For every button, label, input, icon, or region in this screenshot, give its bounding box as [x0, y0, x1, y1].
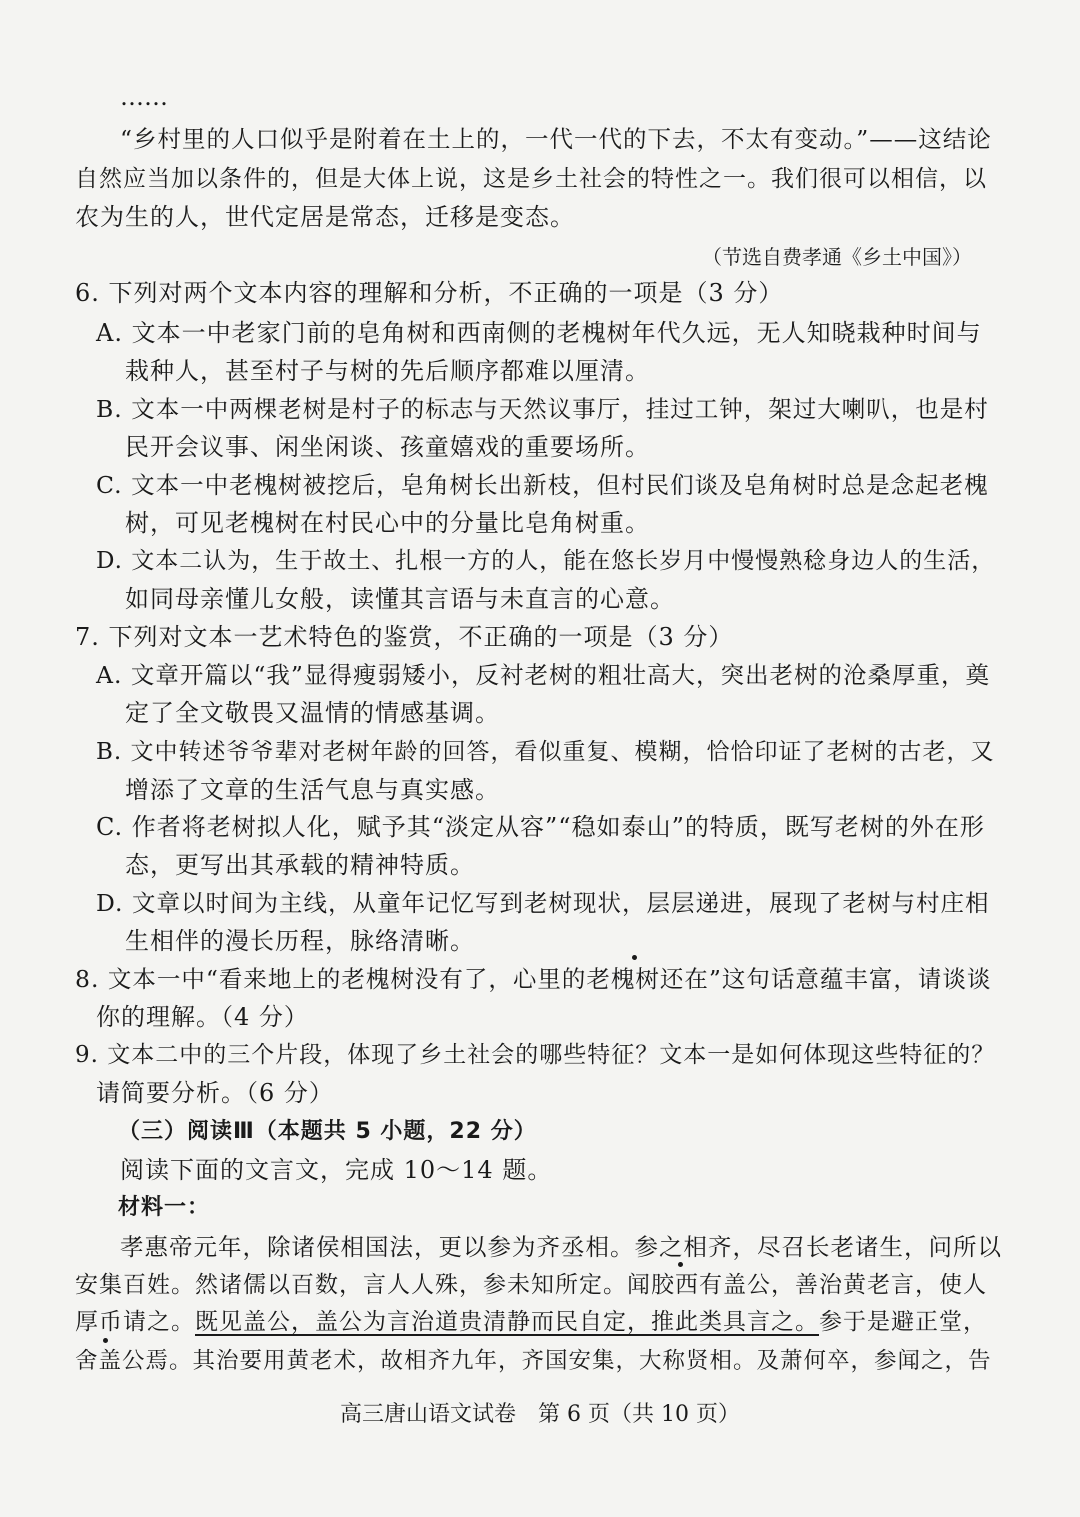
question-6-option-a: A. 文本一中老家门前的皂角树和西南侧的老槐树年代久远，无人知晓栽种时间与	[96, 319, 982, 347]
classical-line-2: 安集百姓。然诸儒以百数，言人人殊，参未知所定。闻胶西有盖公，善治黄老言，使人	[75, 1272, 987, 1298]
page-footer: 高三唐山语文试卷 第 6 页（共 10 页）	[340, 1402, 740, 1427]
question-7-option-d: D. 文章以时间为主线，从童年记忆写到老树现状，层层递进，展现了老树与村庄相	[96, 889, 990, 917]
classical-line-4: 舍盖公焉。其治要用黄老术，故相齐九年，齐国安集，大称贤相。及萧何卒，参闻之，告	[75, 1348, 992, 1374]
intro-line-2: 自然应当加以条件的，但是大体上说，这是乡土社会的特性之一。我们很可以相信，以	[75, 166, 987, 192]
question-9-cont: 请简要分析。（6 分）	[96, 1079, 334, 1107]
question-7-stem: 7. 下列对文本一艺术特色的鉴赏，不正确的一项是（3 分）	[75, 623, 734, 651]
question-7-option-b-cont: 增添了文章的生活气息与真实感。	[125, 776, 500, 804]
question-7-option-a-cont: 定了全文敬畏又温情的情感基调。	[125, 699, 500, 727]
ellipsis: ……	[120, 83, 168, 111]
intro-line-3: 农为生的人，世代定居是常态，迁移是变态。	[75, 203, 575, 231]
question-7-option-d-cont: 生相伴的漫长历程，脉络清晰。	[125, 927, 475, 955]
question-6-option-c-cont: 树，可见老槐树在村民心中的分量比皂角树重。	[125, 509, 650, 537]
intro-line-1: “乡村里的人口似乎是附着在土上的，一代一代的下去，不太有变动。”——这结论	[120, 125, 992, 153]
question-6-option-c: C. 文本一中老槐树被挖后，皂角树长出新枝，但村民们谈及皂角树时总是念起老槐	[96, 471, 989, 499]
emphasis-dot	[678, 1262, 683, 1267]
question-8-stem: 8. 文本一中“看来地上的老槐树没有了，心里的老槐树还在”这句话意蕴丰富，请谈谈	[75, 965, 992, 993]
question-6-option-d: D. 文本二认为，生于故土、扎根一方的人，能在悠长岁月中慢慢熟稔身边人的生活，	[96, 548, 996, 574]
question-6-option-b-cont: 民开会议事、闲坐闲谈、孩童嬉戏的重要场所。	[125, 433, 650, 461]
question-8-cont: 你的理解。（4 分）	[96, 1003, 309, 1031]
classical-line-3-start: 厚币请之。	[75, 1309, 195, 1335]
classical-line-3-end: 参于是避正堂，	[819, 1309, 987, 1335]
question-6-option-a-cont: 栽种人，甚至村子与树的先后顺序都难以厘清。	[125, 357, 650, 385]
classical-line-1: 孝惠帝元年，除诸侯相国法，更以参为齐丞相。参之相齐，尽召长老诸生，问所以	[120, 1233, 1002, 1261]
section-3-instruction: 阅读下面的文言文，完成 10～14 题。	[120, 1156, 553, 1184]
question-6-option-d-cont: 如同母亲懂儿女般，读懂其言语与未直言的心意。	[125, 585, 675, 613]
section-3-title: （三）阅读Ⅲ（本题共 5 小题，22 分）	[118, 1119, 537, 1144]
question-7-option-a: A. 文章开篇以“我”显得瘦弱矮小，反衬老树的粗壮高大，突出老树的沧桑厚重，奠	[96, 661, 990, 689]
question-6-option-b: B. 文本一中两棵老树是村子的标志与天然议事厅，挂过工钟，架过大喇叭，也是村	[96, 395, 989, 423]
emphasis-dot	[103, 1338, 108, 1343]
question-7-option-c: C. 作者将老树拟人化，赋予其“淡定从容”“稳如泰山”的特质，既写老树的外在形	[96, 813, 985, 841]
question-7-option-c-cont: 态，更写出其承载的精神特质。	[125, 851, 475, 879]
question-9-stem: 9. 文本二中的三个片段，体现了乡土社会的哪些特征？文本一是如何体现这些特征的？	[75, 1042, 996, 1068]
underlined-sentence: 既见盖公，盖公为言治道贵清静而民自定，推此类具言之。	[195, 1309, 819, 1335]
question-7-option-b: B. 文中转述爷爷辈对老树年龄的回答，看似重复、模糊，恰恰印证了老树的古老，又	[96, 739, 995, 765]
emphasis-dot	[632, 955, 637, 960]
material-1-label: 材料一：	[118, 1195, 211, 1220]
source-citation: （节选自费孝通《乡土中国》）	[702, 245, 972, 269]
question-6-stem: 6. 下列对两个文本内容的理解和分析，不正确的一项是（3 分）	[75, 279, 784, 307]
classical-line-3	[75, 1307, 987, 1337]
